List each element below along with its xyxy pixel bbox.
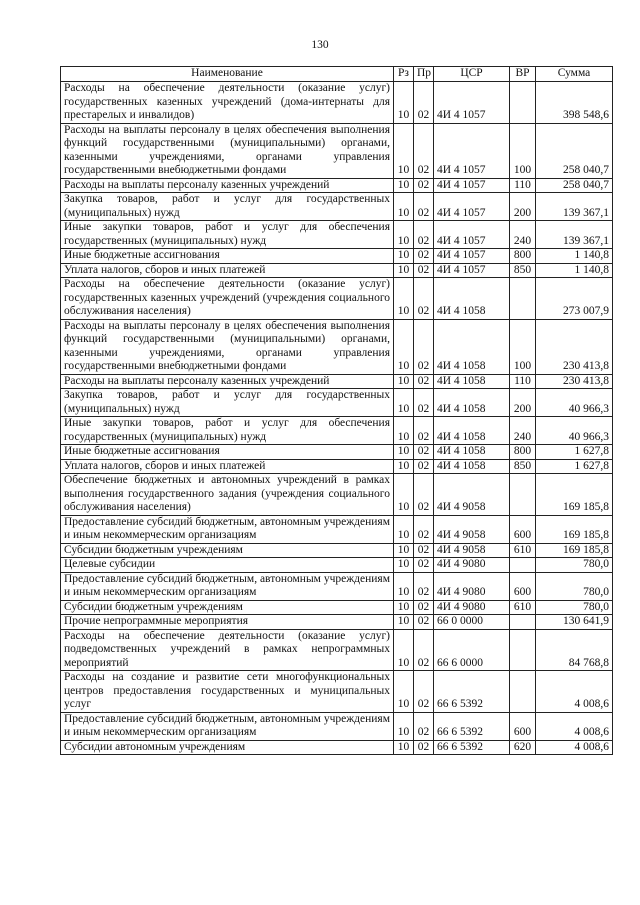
- row-pr: 02: [414, 417, 434, 445]
- row-name: Субсидии автономным учреждениям: [61, 740, 394, 755]
- row-csr: 4И 4 9080: [434, 558, 510, 573]
- row-vr: [510, 629, 536, 671]
- row-name: Уплата налогов, сборов и иных платежей: [61, 263, 394, 278]
- row-rz: 10: [394, 558, 414, 573]
- row-sum: 139 367,1: [536, 221, 613, 249]
- row-pr: 02: [414, 263, 434, 278]
- row-name: Предоставление субсидий бюджетным, автономным учреждениям и иным некоммерческим организациям: [61, 712, 394, 740]
- page-number: 130: [311, 39, 329, 51]
- row-sum: 4 008,6: [536, 671, 613, 713]
- row-sum: 273 007,9: [536, 278, 613, 320]
- row-rz: 10: [394, 417, 414, 445]
- row-rz: 10: [394, 629, 414, 671]
- row-rz: 10: [394, 615, 414, 630]
- row-csr: 66 6 0000: [434, 629, 510, 671]
- header-rz: Рз: [394, 67, 414, 82]
- header-name: Наименование: [61, 67, 394, 82]
- row-vr: 110: [510, 374, 536, 389]
- row-sum: 139 367,1: [536, 193, 613, 221]
- row-csr: 4И 4 1057: [434, 193, 510, 221]
- row-name: Прочие непрограммные мероприятия: [61, 615, 394, 630]
- row-pr: 02: [414, 600, 434, 615]
- row-csr: 66 6 5392: [434, 712, 510, 740]
- row-rz: 10: [394, 278, 414, 320]
- table-row: [61, 615, 613, 630]
- row-name: Иные закупки товаров, работ и услуг для обеспечения государственных (муниципальных) нужд: [61, 417, 394, 445]
- row-pr: 02: [414, 249, 434, 264]
- row-sum: 780,0: [536, 572, 613, 600]
- row-pr: 02: [414, 629, 434, 671]
- row-name: Расходы на создание и развитие сети многофункциональных центров предоставления государственных и муниципальных услуг: [61, 671, 394, 713]
- row-vr: [510, 558, 536, 573]
- table-body: [61, 82, 613, 755]
- row-sum: 1 627,8: [536, 459, 613, 474]
- row-csr: 4И 4 9058: [434, 474, 510, 516]
- table-row: [61, 319, 613, 374]
- row-name: Предоставление субсидий бюджетным, автономным учреждениям и иным некоммерческим организациям: [61, 572, 394, 600]
- row-rz: 10: [394, 123, 414, 178]
- row-vr: 610: [510, 600, 536, 615]
- row-pr: 02: [414, 193, 434, 221]
- row-sum: 780,0: [536, 600, 613, 615]
- row-sum: 1 140,8: [536, 263, 613, 278]
- row-sum: 40 966,3: [536, 389, 613, 417]
- table-row: [61, 249, 613, 264]
- row-pr: 02: [414, 319, 434, 374]
- table-row: [61, 193, 613, 221]
- row-csr: 4И 4 1057: [434, 178, 510, 193]
- row-sum: 84 768,8: [536, 629, 613, 671]
- row-pr: 02: [414, 740, 434, 755]
- row-pr: 02: [414, 459, 434, 474]
- row-rz: 10: [394, 671, 414, 713]
- row-rz: 10: [394, 474, 414, 516]
- row-pr: 02: [414, 278, 434, 320]
- row-pr: 02: [414, 515, 434, 543]
- row-vr: [510, 278, 536, 320]
- row-pr: 02: [414, 178, 434, 193]
- row-sum: 780,0: [536, 558, 613, 573]
- row-sum: 4 008,6: [536, 712, 613, 740]
- row-vr: 110: [510, 178, 536, 193]
- row-vr: 800: [510, 445, 536, 460]
- row-csr: 4И 4 1058: [434, 417, 510, 445]
- row-csr: 66 0 0000: [434, 615, 510, 630]
- row-name: Расходы на выплаты персоналу казенных учреждений: [61, 374, 394, 389]
- row-rz: 10: [394, 712, 414, 740]
- row-csr: 4И 4 9058: [434, 543, 510, 558]
- row-csr: 66 6 5392: [434, 740, 510, 755]
- table-row: [61, 671, 613, 713]
- header-row: [61, 67, 613, 82]
- table-row: [61, 374, 613, 389]
- row-pr: 02: [414, 221, 434, 249]
- row-vr: [510, 615, 536, 630]
- row-csr: 66 6 5392: [434, 671, 510, 713]
- header-sum: Сумма: [536, 67, 613, 82]
- row-vr: 850: [510, 263, 536, 278]
- table-row: [61, 558, 613, 573]
- table-row: [61, 712, 613, 740]
- row-name: Расходы на обеспечение деятельности (оказание услуг) государственных казенных учреждений (учреждения социального обслуживания населения): [61, 278, 394, 320]
- table-row: [61, 263, 613, 278]
- row-vr: 200: [510, 193, 536, 221]
- row-pr: 02: [414, 445, 434, 460]
- row-name: Расходы на обеспечение деятельности (оказание услуг) подведомственных учреждений в рамках непрограммных мероприятий: [61, 629, 394, 671]
- row-name: Иные бюджетные ассигнования: [61, 445, 394, 460]
- table-row: [61, 445, 613, 460]
- row-name: Расходы на выплаты персоналу казенных учреждений: [61, 178, 394, 193]
- table-row: [61, 543, 613, 558]
- row-csr: 4И 4 1058: [434, 445, 510, 460]
- row-pr: 02: [414, 615, 434, 630]
- row-rz: 10: [394, 374, 414, 389]
- row-name: Уплата налогов, сборов и иных платежей: [61, 459, 394, 474]
- row-csr: 4И 4 1057: [434, 263, 510, 278]
- row-rz: 10: [394, 82, 414, 124]
- row-sum: 169 185,8: [536, 543, 613, 558]
- row-vr: 610: [510, 543, 536, 558]
- table-row: [61, 278, 613, 320]
- row-rz: 10: [394, 193, 414, 221]
- row-pr: 02: [414, 82, 434, 124]
- row-sum: 230 413,8: [536, 374, 613, 389]
- row-name: Расходы на выплаты персоналу в целях обеспечения выполнения функций государственными (муниципальными) органами, казенными учреждениями, органами управления государственными внебюджетными фондами: [61, 319, 394, 374]
- row-name: Расходы на выплаты персоналу в целях обеспечения выполнения функций государственными (муниципальными) органами, казенными учреждениями, органами управления государственными внебюджетными фондами: [61, 123, 394, 178]
- row-csr: 4И 4 9080: [434, 572, 510, 600]
- header-pr: Пр: [414, 67, 434, 82]
- row-pr: 02: [414, 123, 434, 178]
- row-csr: 4И 4 9058: [434, 515, 510, 543]
- table-row: [61, 474, 613, 516]
- row-vr: 240: [510, 221, 536, 249]
- table-row: [61, 600, 613, 615]
- row-vr: [510, 671, 536, 713]
- header-vr: ВР: [510, 67, 536, 82]
- table-row: [61, 123, 613, 178]
- row-vr: 600: [510, 515, 536, 543]
- row-vr: [510, 474, 536, 516]
- row-rz: 10: [394, 178, 414, 193]
- row-sum: 169 185,8: [536, 474, 613, 516]
- row-rz: 10: [394, 543, 414, 558]
- row-vr: 620: [510, 740, 536, 755]
- row-name: Иные закупки товаров, работ и услуг для обеспечения государственных (муниципальных) нужд: [61, 221, 394, 249]
- row-csr: 4И 4 1057: [434, 82, 510, 124]
- row-vr: 100: [510, 123, 536, 178]
- row-name: Закупка товаров, работ и услуг для государственных (муниципальных) нужд: [61, 193, 394, 221]
- table-row: [61, 178, 613, 193]
- row-vr: 800: [510, 249, 536, 264]
- row-rz: 10: [394, 572, 414, 600]
- row-sum: 130 641,9: [536, 615, 613, 630]
- row-sum: 4 008,6: [536, 740, 613, 755]
- row-rz: 10: [394, 249, 414, 264]
- row-rz: 10: [394, 445, 414, 460]
- table-row: [61, 389, 613, 417]
- row-vr: 850: [510, 459, 536, 474]
- table-row: [61, 629, 613, 671]
- row-rz: 10: [394, 263, 414, 278]
- row-csr: 4И 4 1058: [434, 374, 510, 389]
- row-sum: 258 040,7: [536, 123, 613, 178]
- row-sum: 1 140,8: [536, 249, 613, 264]
- row-name: Субсидии бюджетным учреждениям: [61, 600, 394, 615]
- row-pr: 02: [414, 543, 434, 558]
- row-vr: 600: [510, 572, 536, 600]
- row-pr: 02: [414, 671, 434, 713]
- table-row: [61, 417, 613, 445]
- row-name: Предоставление субсидий бюджетным, автономным учреждениям и иным некоммерческим организациям: [61, 515, 394, 543]
- row-vr: 100: [510, 319, 536, 374]
- row-pr: 02: [414, 474, 434, 516]
- row-vr: 240: [510, 417, 536, 445]
- table-row: [61, 82, 613, 124]
- row-rz: 10: [394, 389, 414, 417]
- row-rz: 10: [394, 515, 414, 543]
- row-pr: 02: [414, 389, 434, 417]
- row-sum: 1 627,8: [536, 445, 613, 460]
- row-vr: 200: [510, 389, 536, 417]
- row-rz: 10: [394, 600, 414, 615]
- table-row: [61, 515, 613, 543]
- table-row: [61, 740, 613, 755]
- row-rz: 10: [394, 459, 414, 474]
- row-csr: 4И 4 9080: [434, 600, 510, 615]
- row-rz: 10: [394, 740, 414, 755]
- row-sum: 258 040,7: [536, 178, 613, 193]
- row-sum: 398 548,6: [536, 82, 613, 124]
- row-csr: 4И 4 1058: [434, 459, 510, 474]
- header-csr: ЦСР: [434, 67, 510, 82]
- row-rz: 10: [394, 221, 414, 249]
- row-csr: 4И 4 1058: [434, 278, 510, 320]
- row-name: Целевые субсидии: [61, 558, 394, 573]
- budget-table: [60, 66, 613, 755]
- row-pr: 02: [414, 572, 434, 600]
- row-rz: 10: [394, 319, 414, 374]
- row-sum: 40 966,3: [536, 417, 613, 445]
- row-csr: 4И 4 1058: [434, 389, 510, 417]
- row-pr: 02: [414, 374, 434, 389]
- row-name: Расходы на обеспечение деятельности (оказание услуг) государственных казенных учреждений (дома-интернаты для престарелых и инвалидов): [61, 82, 394, 124]
- row-vr: [510, 82, 536, 124]
- row-name: Иные бюджетные ассигнования: [61, 249, 394, 264]
- row-csr: 4И 4 1057: [434, 221, 510, 249]
- row-sum: 169 185,8: [536, 515, 613, 543]
- row-csr: 4И 4 1057: [434, 123, 510, 178]
- table-row: [61, 572, 613, 600]
- row-sum: 230 413,8: [536, 319, 613, 374]
- row-name: Закупка товаров, работ и услуг для государственных (муниципальных) нужд: [61, 389, 394, 417]
- row-csr: 4И 4 1058: [434, 319, 510, 374]
- row-name: Обеспечение бюджетных и автономных учреждений в рамках выполнения государственного задания (учреждения социального обслуживания населения): [61, 474, 394, 516]
- row-name: Субсидии бюджетным учреждениям: [61, 543, 394, 558]
- table-header: [61, 67, 613, 82]
- table-row: [61, 459, 613, 474]
- row-pr: 02: [414, 558, 434, 573]
- table-row: [61, 221, 613, 249]
- row-csr: 4И 4 1057: [434, 249, 510, 264]
- row-pr: 02: [414, 712, 434, 740]
- row-vr: 600: [510, 712, 536, 740]
